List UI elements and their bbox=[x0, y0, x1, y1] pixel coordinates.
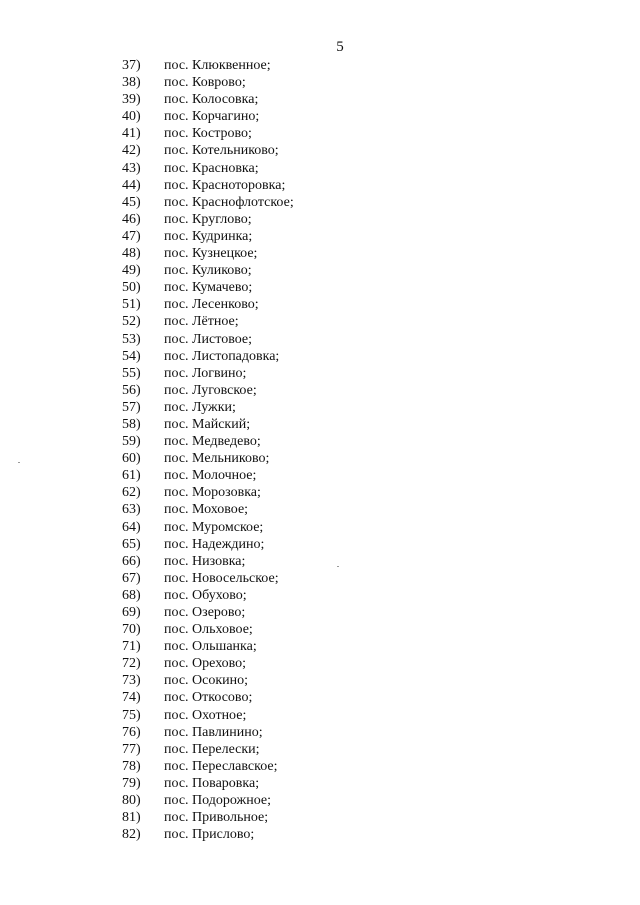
settlement-name: пос. Откосово; bbox=[164, 690, 253, 706]
settlement-name: пос. Кузнецкое; bbox=[164, 246, 258, 262]
item-number: 69) bbox=[122, 605, 141, 620]
settlement-name: пос. Ольховое; bbox=[164, 622, 253, 638]
settlement-name: пос. Майский; bbox=[164, 416, 251, 432]
item-number: 79) bbox=[122, 775, 141, 791]
item-number: 70) bbox=[122, 622, 141, 638]
item-number: 80) bbox=[122, 793, 141, 809]
settlement-name: пос. Мельниково; bbox=[164, 451, 270, 467]
item-number: 73) bbox=[122, 673, 141, 689]
item-number: 55) bbox=[122, 365, 141, 381]
settlement-name: пос. Круглово; bbox=[164, 211, 252, 227]
scan-speck bbox=[18, 462, 20, 463]
settlement-name: пос. Ольшанка; bbox=[164, 639, 257, 655]
item-number: 51) bbox=[122, 297, 141, 313]
settlement-name: пос. Муромское; bbox=[164, 519, 264, 535]
item-number: 61) bbox=[122, 468, 141, 484]
item-number: 63) bbox=[122, 502, 141, 518]
settlement-name: пос. Луговское; bbox=[164, 382, 257, 398]
settlement-name: пос. Краснофлотское; bbox=[164, 194, 294, 210]
settlement-name: пос. Осокино; bbox=[164, 673, 249, 689]
item-number: 75) bbox=[122, 707, 141, 723]
settlement-name: пос. Молочное; bbox=[164, 468, 257, 484]
item-number: 66) bbox=[122, 553, 141, 569]
settlement-name: пос. Логвино; bbox=[164, 365, 247, 381]
settlement-name: пос. Лужки; bbox=[164, 399, 236, 415]
item-number: 43) bbox=[122, 160, 141, 176]
item-number: 82) bbox=[122, 827, 141, 843]
item-number: 60) bbox=[122, 451, 141, 467]
item-number: 59) bbox=[122, 434, 141, 450]
settlement-name: пос. Моховое; bbox=[164, 502, 249, 518]
page-number: 5 bbox=[336, 39, 344, 55]
settlement-name: пос. Коврово; bbox=[164, 75, 246, 91]
item-number: 57) bbox=[122, 399, 141, 415]
settlement-name: пос. Красновка; bbox=[164, 160, 259, 176]
settlement-name: пос. Медведево; bbox=[164, 434, 261, 450]
item-number: 81) bbox=[122, 810, 141, 826]
item-number: 37) bbox=[122, 58, 141, 73]
item-number: 47) bbox=[122, 228, 141, 244]
settlement-name: пос. Красноторовка; bbox=[164, 177, 286, 193]
settlement-name: пос. Морозовка; bbox=[164, 485, 261, 501]
item-number: 42) bbox=[122, 143, 141, 159]
item-number: 39) bbox=[122, 92, 141, 108]
item-number: 46) bbox=[122, 211, 141, 227]
settlement-name: пос. Кумачево; bbox=[164, 280, 253, 296]
scan-speck bbox=[337, 566, 339, 567]
item-number: 74) bbox=[122, 690, 141, 706]
item-number: 62) bbox=[122, 485, 141, 501]
item-number: 45) bbox=[122, 194, 141, 210]
settlement-name: пос. Подорожное; bbox=[164, 793, 271, 809]
item-number: 65) bbox=[122, 536, 141, 552]
settlement-name: пос. Корчагино; bbox=[164, 109, 260, 125]
item-number: 71) bbox=[122, 639, 141, 655]
settlement-name: пос. Обухово; bbox=[164, 587, 247, 603]
item-number: 64) bbox=[122, 519, 141, 535]
settlement-name: пос. Надеждино; bbox=[164, 536, 265, 552]
settlement-name: пос. Листовое; bbox=[164, 331, 252, 347]
item-number: 50) bbox=[122, 280, 141, 296]
settlement-name: пос. Кострово; bbox=[164, 126, 252, 142]
item-number: 56) bbox=[122, 382, 141, 398]
settlement-name: пос. Охотное; bbox=[164, 707, 247, 723]
settlement-name: пос. Колосовка; bbox=[164, 92, 259, 108]
item-number: 53) bbox=[122, 331, 141, 347]
settlement-name: пос. Лесенково; bbox=[164, 297, 259, 313]
item-number: 49) bbox=[122, 263, 141, 279]
settlement-name: пос. Низовка; bbox=[164, 553, 246, 569]
item-number: 68) bbox=[122, 587, 141, 603]
item-number: 67) bbox=[122, 570, 141, 586]
settlement-name: пос. Прислово; bbox=[164, 827, 255, 843]
item-number: 38) bbox=[122, 75, 141, 91]
item-number: 54) bbox=[122, 348, 141, 364]
settlement-name: пос. Лётное; bbox=[164, 314, 239, 330]
settlement-name: пос. Новосельское; bbox=[164, 570, 279, 586]
settlement-name: пос. Орехово; bbox=[164, 656, 247, 672]
settlement-name: пос. Поваровка; bbox=[164, 775, 260, 791]
item-number: 77) bbox=[122, 741, 141, 757]
settlement-name: пос. Куликово; bbox=[164, 263, 252, 279]
settlement-name: пос. Павлинино; bbox=[164, 724, 263, 740]
item-number: 72) bbox=[122, 656, 141, 672]
item-number: 40) bbox=[122, 109, 141, 125]
item-number: 41) bbox=[122, 126, 141, 142]
settlement-name: пос. Привольное; bbox=[164, 810, 269, 826]
item-number: 48) bbox=[122, 246, 141, 262]
settlement-name: пос. Котельниково; bbox=[164, 143, 279, 159]
settlement-name: пос. Кудринка; bbox=[164, 228, 253, 244]
item-number: 58) bbox=[122, 416, 141, 432]
item-number: 52) bbox=[122, 314, 141, 330]
item-number: 78) bbox=[122, 758, 141, 774]
item-number: 76) bbox=[122, 724, 141, 740]
settlement-name: пос. Клюквенное; bbox=[164, 58, 271, 73]
settlement-name: пос. Листопадовка; bbox=[164, 348, 280, 364]
item-number: 44) bbox=[122, 177, 141, 193]
settlement-name: пос. Переславское; bbox=[164, 758, 278, 774]
settlement-name: пос. Озерово; bbox=[164, 605, 246, 620]
settlement-name: пос. Перелески; bbox=[164, 741, 260, 757]
